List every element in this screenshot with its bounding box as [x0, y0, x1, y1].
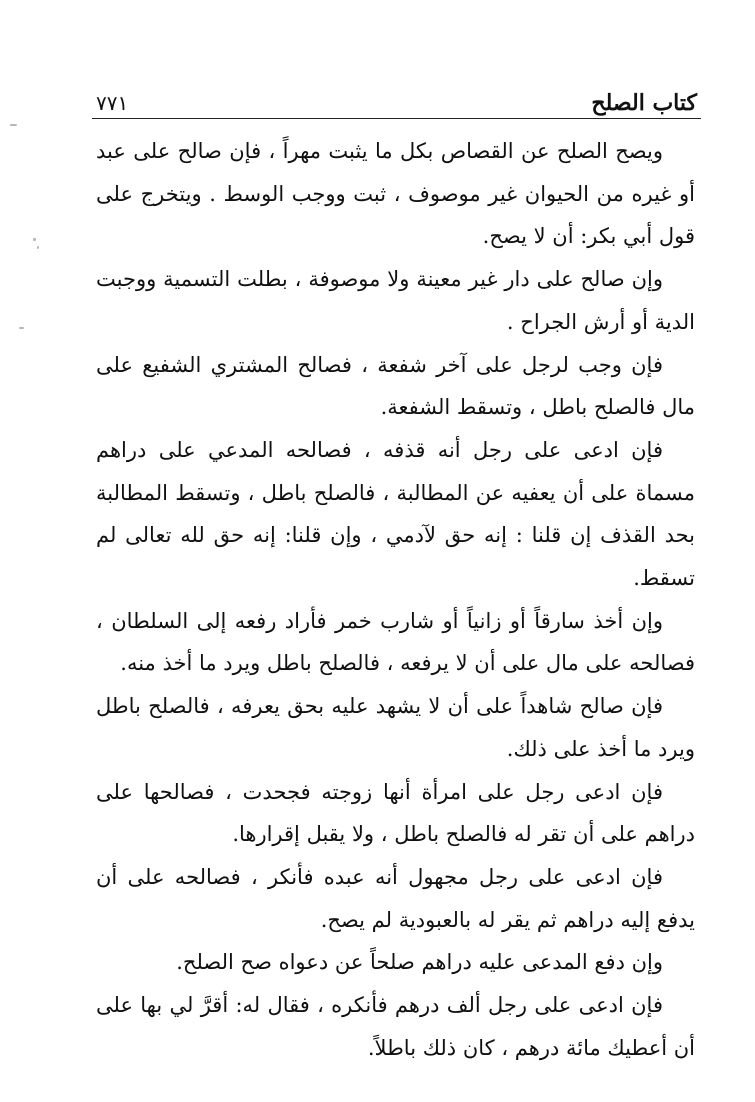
paragraph-1: ويصح الصلح عن القصاص بكل ما يثبت مهراً ، فإن صالح على عبد أو غيره من الحيوان غير موصوف ، ثبت ووجب الوسط . ويتخرج على قول أبي بكر: أن لا يصح. — [96, 139, 695, 249]
page-number: ٧٧١ — [96, 91, 129, 115]
margin-speck — [37, 246, 39, 249]
paragraph-9: وإن دفع المدعى عليه دراهم صلحاً عن دعواه صح الصلح. — [176, 950, 663, 975]
paragraph-8: فإن ادعى على رجل مجهول أنه عبده فأنكر ، فصالحه على أن يدفع إليه دراهم ثم يقر له بالعبودية لم يصح. — [96, 864, 695, 932]
header-rule — [92, 118, 701, 119]
paragraph-2: وإن صالح على دار غير معينة ولا موصوفة ، بطلت التسمية ووجبت الدية أو أرش الجراح . — [96, 267, 695, 334]
paragraph-10: فإن ادعى على رجل ألف درهم فأنكره ، فقال له: أقرَّ لي بها على أن أعطيك مائة درهم ، كان ذلك باطلاً. — [96, 993, 695, 1060]
body-text — [96, 130, 695, 1069]
paragraph-6: فإن صالح شاهداً على أن لا يشهد عليه بحق يعرفه ، فالصلح باطل ويرد ما أخذ على ذلك. — [96, 694, 695, 761]
margin-speck — [10, 124, 17, 126]
paragraph-3: فإن وجب لرجل على آخر شفعة ، فصالح المشتري الشفيع على مال فالصلح باطل ، وتسقط الشفعة. — [96, 352, 695, 420]
paragraph-5: وإن أخذ سارقاً أو زانياً أو شارب خمر فأراد رفعه إلى السلطان ، فصالحه على مال على أن لا يرفعه ، فالصلح باطل ويرد ما أخذ منه. — [96, 608, 695, 676]
page-header — [96, 82, 697, 116]
paragraph-4: فإن ادعى على رجل أنه قذفه ، فصالحه المدعي على دراهم مسماة على أن يعفيه عن المطالبة ، فالصلح باطل ، وتسقط المطالبة بحد القذف إن قلنا : إنه حق لآدمي ، وإن قلنا: إنه حق لله تعالى لم تسقط. — [96, 437, 695, 591]
paragraph-7: فإن ادعى رجل على امرأة أنها زوجته فجحدت ، فصالحها على دراهم على أن تقر له فالصلح باطل ، ولا يقبل إقرارها. — [96, 779, 695, 847]
margin-speck — [19, 327, 24, 329]
margin-speck — [33, 238, 36, 241]
chapter-title: كتاب الصلح — [591, 90, 697, 116]
